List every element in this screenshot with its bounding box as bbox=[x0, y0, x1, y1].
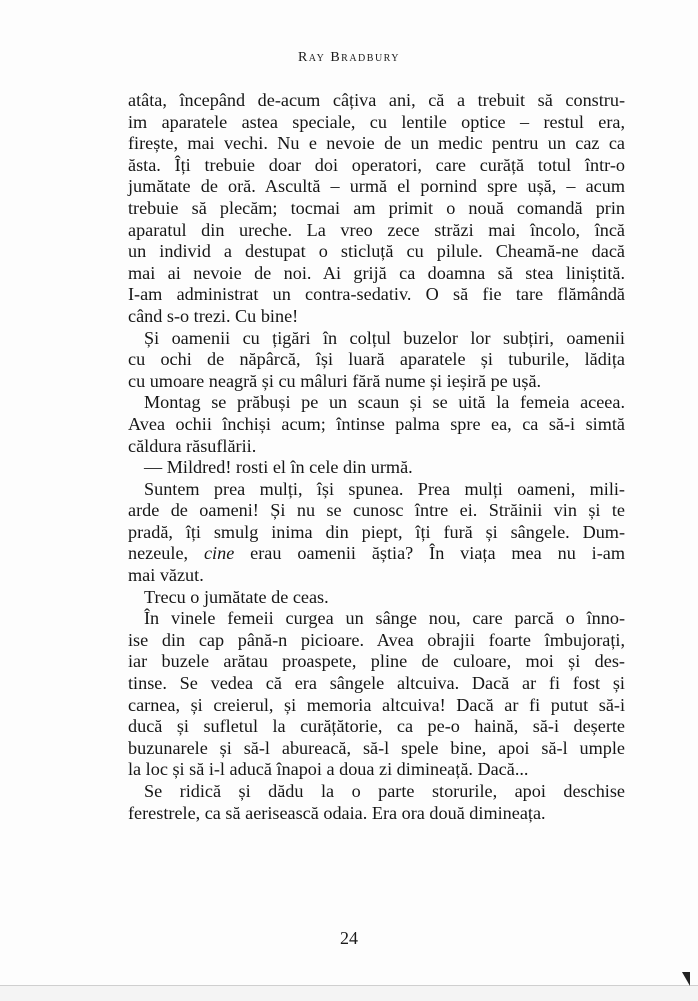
text-line: cu umoare neagră și cu mâluri fără nume și ieșiră pe ușă. bbox=[128, 370, 542, 391]
text-line: tinse. Se vedea că era sângele altcuiva. Dacă ar fi fost și bbox=[128, 673, 625, 694]
paragraph bbox=[128, 781, 625, 824]
text-line: ise din cap până-n picioare. Avea obrajii foarte îmbujorați, bbox=[128, 629, 625, 650]
text-line: Se ridică și dădu la o parte storurile, apoi deschise bbox=[144, 781, 625, 801]
text-line: arde de oameni! Și nu se cunosc între ei. Străinii vin și te bbox=[128, 500, 625, 521]
paragraph bbox=[128, 608, 625, 781]
text-line: ducă și sufletul la curățătorie, ca pe-o haină, să-i deșerte bbox=[128, 716, 625, 737]
text-line: Suntem prea mulți, își spunea. Prea mulți oameni, mili- bbox=[144, 478, 625, 499]
page-number: 24 bbox=[340, 928, 358, 948]
paragraph bbox=[128, 328, 625, 393]
paragraph bbox=[128, 457, 625, 479]
text-line: Montag se prăbuși pe un scaun și se uită la femeia aceea. bbox=[144, 392, 625, 413]
text-line: mai văzut. bbox=[128, 565, 204, 586]
text-line: ăsta. Îți trebuie doar doi operatori, care curăță totul într-o bbox=[128, 154, 625, 175]
corner-mark bbox=[682, 972, 690, 986]
page-bottom-edge bbox=[0, 985, 698, 1001]
text-line: buzunarele și să-l abureacă, să-l spele bine, apoi să-l umple bbox=[128, 737, 625, 758]
running-head: Ray Bradbury bbox=[297, 50, 401, 65]
paragraph bbox=[128, 587, 625, 609]
text-line: jumătate de oră. Ascultă – urmă el pornind spre ușă, – acum bbox=[128, 176, 625, 197]
text-line: mai ai nevoie de noi. Ai grijă ca doamna să stea liniștită. bbox=[128, 262, 625, 283]
text-line: trebuie să plecăm; tocmai am primit o nouă comandă prin bbox=[128, 197, 625, 218]
text-line: — Mildred! rosti el în cele din urmă. bbox=[144, 457, 413, 478]
text-line: I-am administrat un contra-sedativ. O să fie tare flămândă bbox=[128, 284, 625, 305]
text-line: nezeule, cine erau oamenii ăștia? În viața mea nu i-am bbox=[128, 543, 626, 564]
paragraph bbox=[128, 90, 625, 328]
paragraph bbox=[128, 392, 625, 457]
paragraph bbox=[128, 479, 625, 587]
text-line: iar buzele arătau proaspete, pline de culoare, moi și des- bbox=[128, 651, 625, 672]
text-line: căldura răsuflării. bbox=[128, 435, 257, 456]
text-line: firește, mai vechi. Nu e nevoie de un medic pentru un caz ca bbox=[128, 133, 625, 154]
body-text bbox=[128, 90, 625, 824]
text-line: im aparatele astea speciale, cu lentile optice – restul era, bbox=[128, 111, 625, 132]
text-line: Trecu o jumătate de ceas. bbox=[144, 586, 329, 607]
text-line: cu ochi de năpârcă, își luară aparatele și tuburile, lădița bbox=[128, 349, 625, 370]
text-line: Avea ochii închiși acum; întinse palma spre ea, ca să-i simtă bbox=[128, 413, 625, 434]
text-line: Și oamenii cu țigări în colțul buzelor lor subțiri, oamenii bbox=[144, 327, 625, 348]
text-line: când s-o trezi. Cu bine! bbox=[128, 305, 299, 326]
text-line: ferestrele, ca să aerisească odaia. Era ora două dimineața. bbox=[128, 802, 546, 823]
text-line: aparatul din ureche. La vreo zece străzi mai încolo, încă bbox=[128, 219, 625, 240]
text-line: un individ a destupat o sticluță cu pilule. Cheamă-ne dacă bbox=[128, 241, 625, 262]
text-line: la loc și să i-l aducă înapoi a doua zi dimineață. Dacă... bbox=[128, 759, 529, 780]
text-line: carnea, și creierul, și memoria altcuiva! Dacă ar fi putut să-i bbox=[128, 694, 625, 715]
text-line: pradă, îți smulg inima din piept, îți fură și sângele. Dum- bbox=[128, 521, 625, 542]
text-line: atâta, începând de-acum câțiva ani, că a trebuit să constru- bbox=[128, 90, 625, 110]
text-line: În vinele femeii curgea un sânge nou, care parcă o înno- bbox=[144, 608, 625, 629]
